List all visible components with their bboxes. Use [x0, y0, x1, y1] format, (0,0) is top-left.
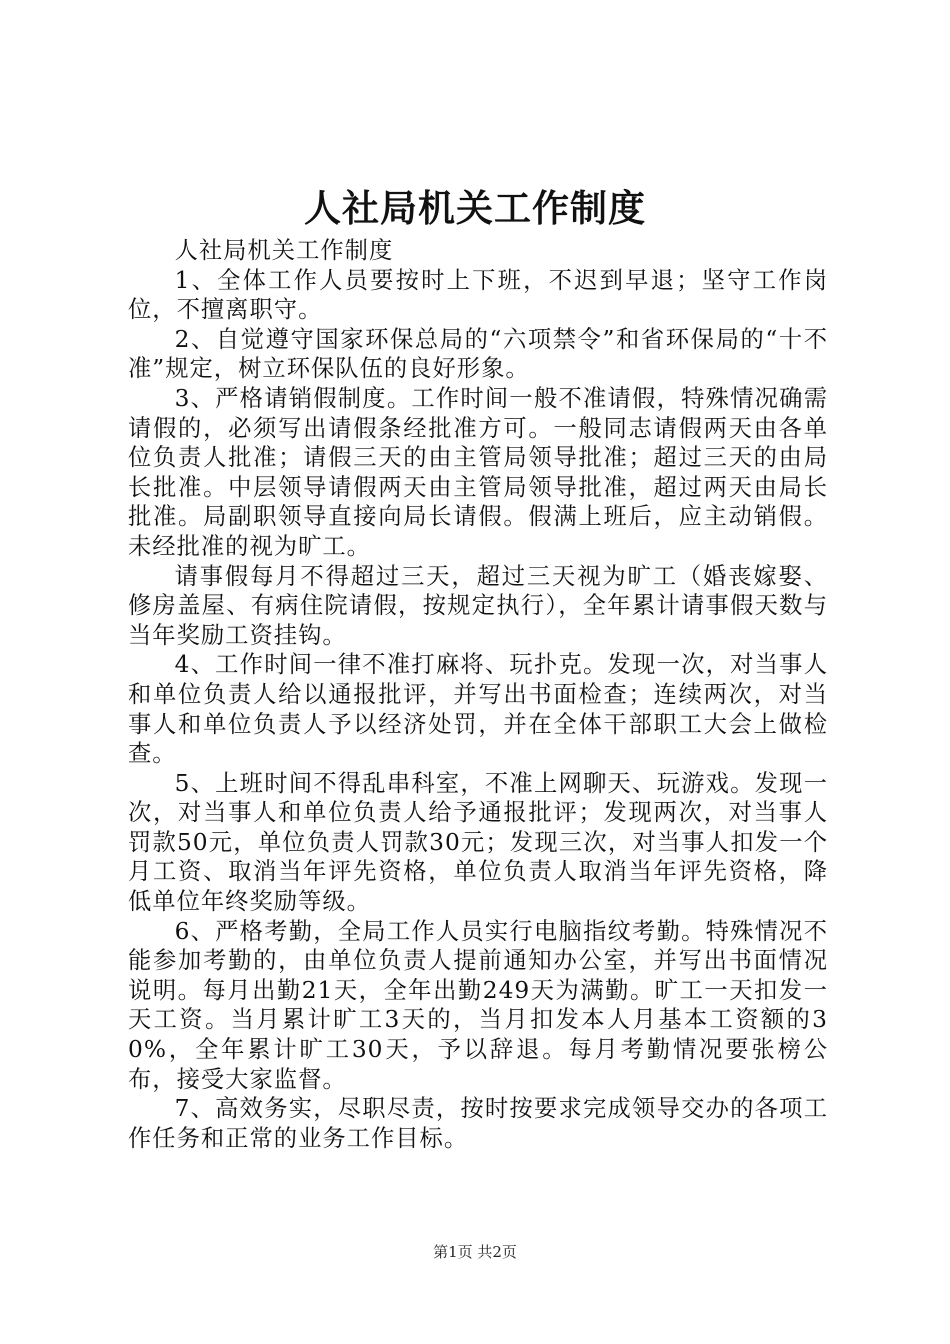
paragraph-rule-4: 4、工作时间一律不准打麻将、玩扑克。发现一次，对当事人和单位负责人给以通报批评，并写出书面检查；连续两次，对当事人和单位负责人予以经济处罚，并在全体干部职工大会上做检查。 [128, 651, 828, 768]
paragraph-rule-7: 7、高效务实，尽职尽责，按时按要求完成领导交办的各项工作任务和正常的业务工作目标。 [128, 1095, 828, 1152]
paragraph-rule-1: 1、全体工作人员要按时上下班，不迟到早退；坚守工作岗位，不擅离职守。 [128, 266, 828, 324]
paragraph-rule-3-note: 请事假每月不得超过三天，超过三天视为旷工（婚丧嫁娶、修房盖屋、有病住院请假，按规定执行），全年累计请事假天数与当年奖励工资挂钩。 [128, 562, 828, 649]
paragraph-rule-2: 2、自觉遵守国家环保总局的“六项禁令”和省环保局的“十不准”规定，树立环保队伍的良好形象。 [128, 325, 828, 383]
paragraph-rule-6: 6、严格考勤，全局工作人员实行电脑指纹考勤。特殊情况不能参加考勤的，由单位负责人提前通知办公室，并写出书面情况说明。每月出勤21天，全年出勤249天为满勤。旷工一天扣发一天工资。当月累计旷工3天的，当月扣发本人月基本工资额的30%，全年累计旷工30天，予以辞退。每月考勤情况要张榜公布，接受大家监督。 [128, 917, 828, 1093]
document-body [128, 236, 828, 1153]
paragraph-rule-3: 3、严格请销假制度。工作时间一般不准请假，特殊情况确需请假的，必须写出请假条经批准方可。一般同志请假两天由各单位负责人批准；请假三天的由主管局领导批准；超过三天的由局长批准。中层领导请假两天由主管局领导批准，超过两天由局长批准。局副职领导直接向局长请假。假满上班后，应主动销假。未经批准的视为旷工。 [128, 384, 828, 560]
document-title: 人社局机关工作制度 [304, 186, 646, 230]
paragraph-subtitle: 人社局机关工作制度 [174, 237, 394, 264]
page-number-footer: 第1页 共2页 [433, 1243, 517, 1261]
paragraph-rule-5: 5、上班时间不得乱串科室，不准上网聊天、玩游戏。发现一次，对当事人和单位负责人给予通报批评；发现两次，对当事人罚款50元，单位负责人罚款30元；发现三次，对当事人扣发一个月工资、取消当年评先资格，单位负责人取消当年评先资格，降低单位年终奖励等级。 [128, 769, 828, 916]
